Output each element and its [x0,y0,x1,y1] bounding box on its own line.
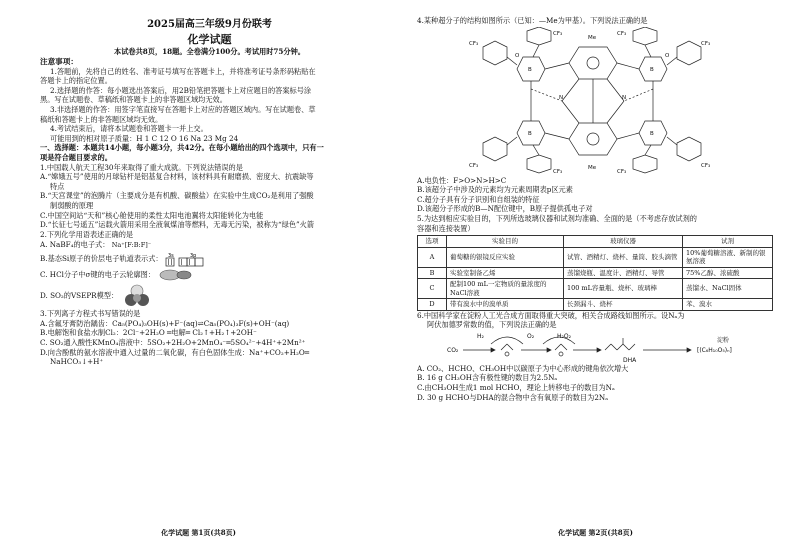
option-c: C.由CH₃OH生成1 mol HCHO，理论上转移电子的数目为Nₐ [417,383,615,393]
question-4 [417,16,776,214]
pathway-o2: O₂ [527,332,535,340]
synthesis-pathway [447,330,767,364]
notes-list [40,67,379,134]
pathway-co2: CO₂ [447,346,459,354]
option-b-text: B.基态Si原子的价层电子轨道表示式： [40,254,163,264]
table-cell: 75%乙醇、浓硫酸 [683,267,773,279]
option-a [40,239,379,251]
label-cf3: CF₃ [553,168,563,175]
option-d: D.“长征七号遥五”运载火箭用采用全液氧煤油等燃料，无毒无污染，被称为“绿色”火箭 [40,220,315,230]
vsepr-model-diagram [120,283,154,309]
table-cell: D [418,299,447,311]
exam-info: 本试卷共8页，18题。全卷满分100分。考试用时75分钟。 [114,47,305,56]
label-b: B [650,130,654,137]
option-d: D.该超分子形成的B—N配位键中，B原子提供孤电子对 [417,204,593,214]
question-stem-cont: 阿伏加德罗常数的值，下列说法正确的是 [427,320,557,330]
orbital-label-3s: 3s [167,252,174,259]
label-o: O [515,52,520,59]
table-row [418,299,773,311]
table-header: 玻璃仪器 [564,236,683,248]
option-a: A. CO₂、HCHO、CH₃OH中以碳原子为中心形成的键角依次增大 [417,363,629,373]
pathway-starch: 淀粉 [717,336,730,344]
label-cf3: CF₃ [701,162,711,169]
label-b: B [650,66,654,73]
table-cell: 10%葡萄糖溶液、新制的银氨溶液 [683,247,773,267]
label-me: Me [588,34,597,41]
table-cell: 配制100 mL一定物质的量浓度的NaCl溶液 [447,279,564,299]
table-cell: 实验室制备乙烯 [447,267,564,279]
label-me: Me [588,164,597,171]
table-header-row [418,236,773,248]
table-cell: 蒸馏烧瓶、温度计、酒精灯、导管 [564,267,683,279]
question-5 [417,214,776,311]
option-a: A.“嫦娥五号”使用的月球钻杆是铝基复合材料，该材料具有耐磨损、密度大、抗震缺等 [40,172,314,182]
page-footer: 化学试题 第2页(共8页) [558,528,633,537]
supramolecule-structure [467,27,717,175]
option-a: A.电负性：F>O>N>H>C [417,175,507,185]
option-c-text: C. HCl分子中σ键的电子云轮廓图： [40,270,156,280]
page-footer: 化学试题 第1页(共8页) [161,528,236,537]
note-line: 3.非选择题的作答：用签字笔直接写在答题卡上对应的答题区域内。写在试题卷、草 [50,104,316,114]
label-n: N [559,94,564,101]
electron-formula: Na⁺[F:B:F]⁻ [111,241,152,250]
table-header: 选项 [418,236,447,248]
option-b: B.该超分子中涉及的元素均为元素周期表p区元素 [417,185,573,195]
subject-title: 化学试题 [187,33,232,46]
table-row [418,247,773,267]
option-d: D. 30 g HCHO与DHA的混合物中含有氧原子的数目为2Nₐ [417,392,608,402]
label-b: B [528,130,532,137]
pathway-starch-formula: [(C₆H₁₀O₅)ₙ] [697,346,732,354]
question-stem: 1.中国载人航天工程30年来取得了重大成就。下列说法错误的是 [40,162,243,172]
table-cell: 带有溴水中的溴单质 [447,299,564,311]
question-stem: 3.下列离子方程式书写错误的是 [40,309,141,319]
option-b [40,251,379,267]
question-stem: 6.中国科学家在淀粉人工光合成方面取得重大突破，相关合成路线如图所示。设Nₐ为 [417,310,685,320]
option-b: B.电解饱和食盐水制Cl₂：2Cl⁻+2H₂O ═电解═ Cl₂↑+H₂↑+2OH⁻ [40,328,257,338]
notes-heading: 注意事项： [40,56,78,66]
label-cf3: CF₃ [701,40,711,47]
option-d: D.向含酚酞的氨水溶液中通入过量的二氧化碳，有白色固体生成：Na⁺+CO₂+H₂O═ [40,347,310,357]
question-stem: 2.下列化学用语表述正确的是 [40,229,134,239]
option-d-text: D. SO₂的VSEPR模型： [40,291,119,301]
label-cf3: CF₃ [469,40,479,47]
question-stem-cont: 容器和连接装置） [417,223,475,233]
question-6 [417,311,776,403]
table-cell: 苯、溴水 [683,299,773,311]
option-b-cont: 制弱酸的原理 [50,200,94,210]
table-row [418,279,773,299]
exam-title: 2025届高三年级9月份联考 [147,19,272,30]
atomic-mass: 可能用到的相对原子质量：H 1 C 12 O 16 Na 23 Mg 24 [50,133,239,143]
option-c: C. SO₂通入酸性KMnO₄溶液中：5SO₂+2H₂O+2MnO₄⁻═5SO₄²⁻+4H⁺+2Mn²⁺ [40,338,306,348]
table-cell: C [418,279,447,299]
option-a-cont: 特点 [50,181,65,191]
note-line: 4.考试结束后，请将本试题卷和答题卡一并上交。 [50,124,208,134]
pathway-h2o2: H₂O₂ [557,332,572,340]
label-o: O [665,52,670,59]
question-1 [40,163,379,230]
question-stem: 4.某种超分子的结构如图所示（已知：—Me为甲基）。下列说法正确的是 [417,16,648,25]
option-b: B.“天宫课堂”的泡腾片（主要成分是有机酸、碳酸盐）在实验中生成CO₂是利用了强酸 [40,191,314,201]
label-n: N [622,94,627,101]
note-line: 2.选择题的作答：每小题选出答案后，用2B铅笔把答题卡上对应题目的答案标号涂 [50,85,312,95]
option-c: C.中国空间站“天和”核心舱使用的柔性太阳电池翼将太阳能转化为电能 [40,210,264,220]
table-cell: A [418,247,447,267]
option-a: A.含氟牙膏防治龋齿：Ca₅(PO₄)₃OH(s)+F⁻(aq)⇌Ca₅(PO₄)₃F(s)+OH⁻(aq) [40,318,290,328]
pathway-dha: DHA [623,356,637,364]
table-cell: 长颈漏斗、烧杯 [564,299,683,311]
section-heading-cont: 项是符合题目要求的。 [40,152,112,162]
table-header: 实验目的 [447,236,564,248]
option-a-text: A. NaBF₄的电子式： [40,240,110,250]
note-line: 1.答题前，先将自己的姓名、准考证号填写在答题卡上，并将准考证号条形码粘贴在 [50,66,316,76]
note-line: 稿纸和答题卡上的非答题区域均无效。 [40,114,163,124]
note-line: 答题卡上的指定位置。 [40,76,112,86]
orbital-label-3p: 3p [189,252,197,259]
option-b: B. 16 g CH₃OH含有极性键的数目为2.5Nₐ [417,373,558,383]
question-2 [40,230,379,310]
label-cf3: CF₃ [617,168,627,175]
option-c [40,267,379,283]
section-heading: 一、选择题：本题共14小题，每小题3分，共42分。在每小题给出的四个选项中，只有一 [40,143,324,153]
table-cell: 试管、酒精灯、烧杯、量筒、胶头滴管 [564,247,683,267]
table-cell: B [418,267,447,279]
experiment-table [417,235,773,311]
option-d [40,283,379,309]
label-cf3: CF₃ [469,162,479,169]
note-line: 黑。写在试题卷、草稿纸和答题卡上的非答题区域均无效。 [40,95,227,105]
label-cf3: CF₃ [553,30,563,37]
label-b: B [528,66,532,73]
question-stem: 5.为达到相应实验目的，下列所选玻璃仪器和试剂均准确、全面的是（不考虑存放试剂的 [417,213,697,223]
orbital-diagram [165,252,215,267]
page-right [397,0,794,551]
pathway-h2: H₂ [477,332,484,340]
table-cell: 葡萄糖的银镜反应实验 [447,247,564,267]
label-cf3: CF₃ [617,30,627,37]
question-3 [40,309,379,367]
table-cell: 蒸馏水、NaCl固体 [683,279,773,299]
option-d-cont: NaHCO₃↓+H⁺ [50,357,104,367]
table-cell: 100 mL容量瓶、烧杯、玻璃棒 [564,279,683,299]
table-row [418,267,773,279]
table-header: 试剂 [683,236,773,248]
option-c: C.超分子具有分子识别和自组装的特征 [417,194,540,204]
electron-cloud-diagram [157,268,197,282]
